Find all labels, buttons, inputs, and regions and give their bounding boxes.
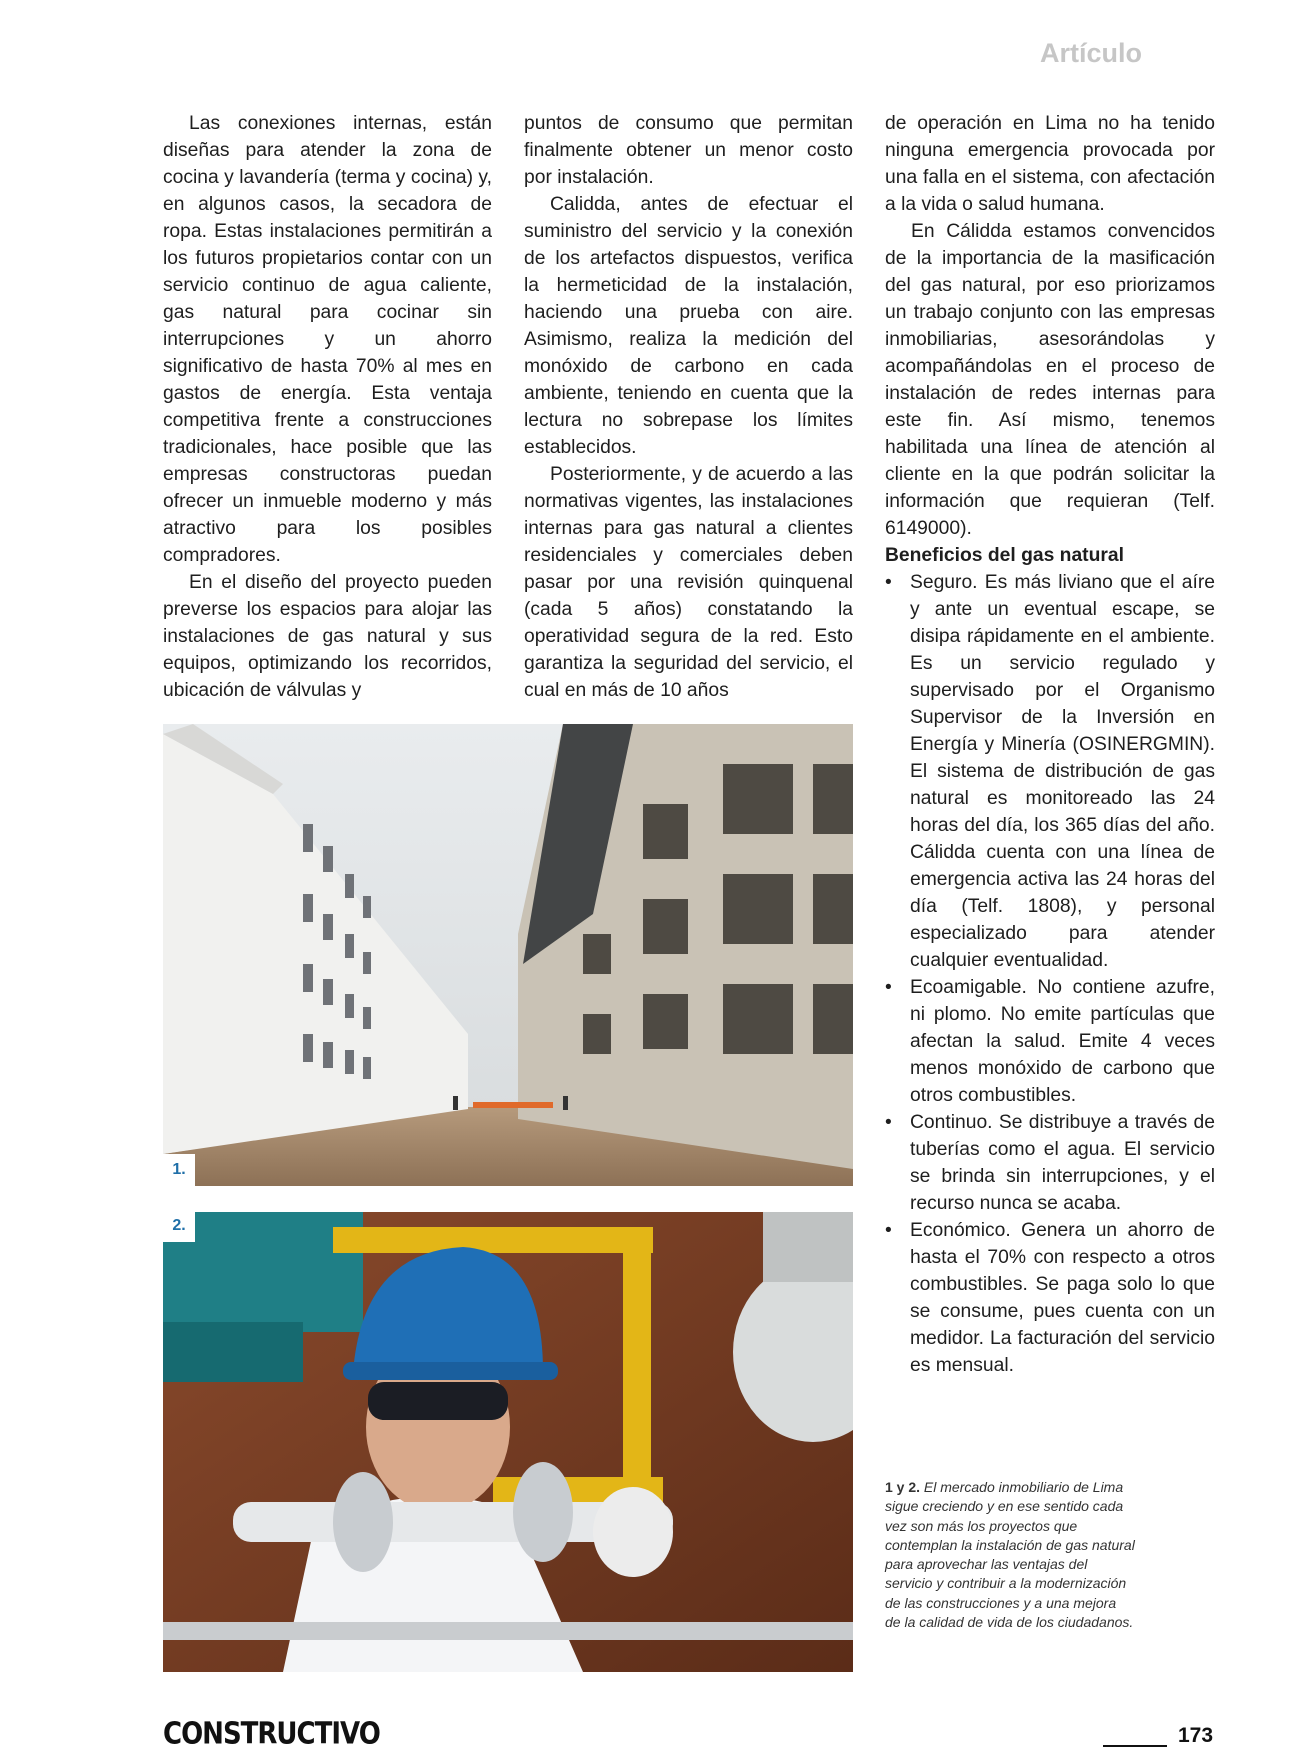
benefit-text: Económico. Genera un ahorro de hasta el 70% con respecto a otros combustibles. Se paga solo lo que se consume, pues cuenta con un medidor. La facturación del servicio es mensual. [910, 1220, 1215, 1376]
paragraph: Posteriormente, y de acuerdo a las normativas vigentes, las instalaciones internas para gas natural a clientes residenciales y comerciales deben pasar por una revisión quinquenal (cada 5 años) constatando la operatividad segura de la red. Esto garantiza la seguridad del servicio, el cual en más de 10 años [524, 464, 853, 701]
list-item [885, 1217, 1215, 1379]
paragraph: Calidda, antes de efectuar el suministro del servicio y la conexión de los artefactos dispuestos, verifica la hermeticidad de la instalación, haciendo una prueba con aire. Asimismo, realiza la medición del monóxido de carbono en cada ambiente, teniendo en cuenta que la lectura no sobrepase los límites establecidos. [524, 194, 853, 458]
benefit-text: Continuo. Se distribuye a través de tuberías como el agua. El servicio se brinda sin interrupciones, y el recurso nunca se acaba. [910, 1112, 1215, 1214]
caption-text: El mercado inmobiliario de Lima sigue creciendo y en ese sentido cada vez son más los proyectos que contemplan la instalación de gas natural para aprovechar las ventajas del servicio y contribuir a la modernización de las construcciones y a una mejora de la calidad de vida de los ciudadanos. [885, 1479, 1135, 1631]
photo-gas-worker [163, 1212, 853, 1672]
paragraph: En el diseño del proyecto pueden preverse los espacios para alojar las instalaciones de gas natural y sus equipos, optimizando los recorridos, ubicación de válvulas y [163, 572, 492, 701]
benefits-heading: Beneficios del gas natural [885, 545, 1124, 566]
photo-number-2: 2. [163, 1210, 195, 1242]
benefit-text: Ecoamigable. No contiene azufre, ni plomo. No emite partículas que afectan la salud. Emite 4 veces menos monóxido de carbono que otros combustibles. [910, 977, 1215, 1106]
magazine-logo: CONSTRUCTIVO [163, 1717, 380, 1752]
text-column-1 [163, 110, 492, 704]
buildings-illustration [163, 724, 853, 1186]
page-number: 173 [1178, 1724, 1214, 1747]
benefits-list [885, 569, 1215, 1379]
list-item [885, 1109, 1215, 1217]
paragraph: de operación en Lima no ha tenido ninguna emergencia provocada por una falla en el sistema, con afectación a la vida o salud humana. [885, 113, 1215, 215]
section-label: Artículo [1040, 38, 1143, 68]
list-item [885, 974, 1215, 1109]
list-item [885, 569, 1215, 974]
footer-rule [1103, 1745, 1167, 1747]
photo-buildings [163, 724, 853, 1186]
text-column-3 [885, 110, 1215, 1379]
paragraph: Las conexiones internas, están diseñas para atender la zona de cocina y lavandería (terma y cocina) y, en algunos casos, la secadora de ropa. Estas instalaciones permitirán a los futuros propietarios contar con un servicio continuo de agua caliente, gas natural para cocinar sin interrupciones y un ahorro significativo de hasta 70% al mes en gastos de energía. Esta ventaja competitiva frente a construcciones tradicionales, hace posible que las empresas constructoras puedan ofrecer un inmueble moderno y más atractivo para los posibles compradores. [163, 113, 492, 566]
text-column-2 [524, 110, 853, 704]
paragraph: En Cálidda estamos convencidos de la importancia de la masificación del gas natural, por eso priorizamos un trabajo conjunto con las empresas inmobiliarias, asesorándolas y acompañándolas en el proceso de instalación de redes internas para este fin. Así mismo, tenemos habilitada una línea de atención al cliente en la que podrán solicitar la información que requieran (Telf. 6149000). [885, 221, 1215, 539]
photo-caption [885, 1478, 1135, 1632]
caption-label: 1 y 2. [885, 1479, 921, 1495]
bullet-icon: • [885, 977, 892, 998]
bullet-icon: • [885, 1112, 892, 1133]
photo-number-1: 1. [163, 1154, 195, 1186]
worker-illustration [163, 1212, 853, 1672]
benefit-text: Seguro. Es más liviano que el aíre y ante un eventual escape, se disipa rápidamente en el ambiente. Es un servicio regulado y supervisado por el Organismo Supervisor de la Inversión en Energía y Minería (OSINERGMIN). El sistema de distribución de gas natural es monitoreado las 24 horas del día, los 365 días del año. Cálidda cuenta con una línea de emergencia activa las 24 horas del día (Telf. 1808), y personal especializado para atender cualquier eventualidad. [910, 572, 1215, 971]
paragraph: puntos de consumo que permitan finalmente obtener un menor costo por instalación. [524, 113, 853, 188]
bullet-icon: • [885, 1220, 892, 1241]
bullet-icon: • [885, 572, 892, 593]
